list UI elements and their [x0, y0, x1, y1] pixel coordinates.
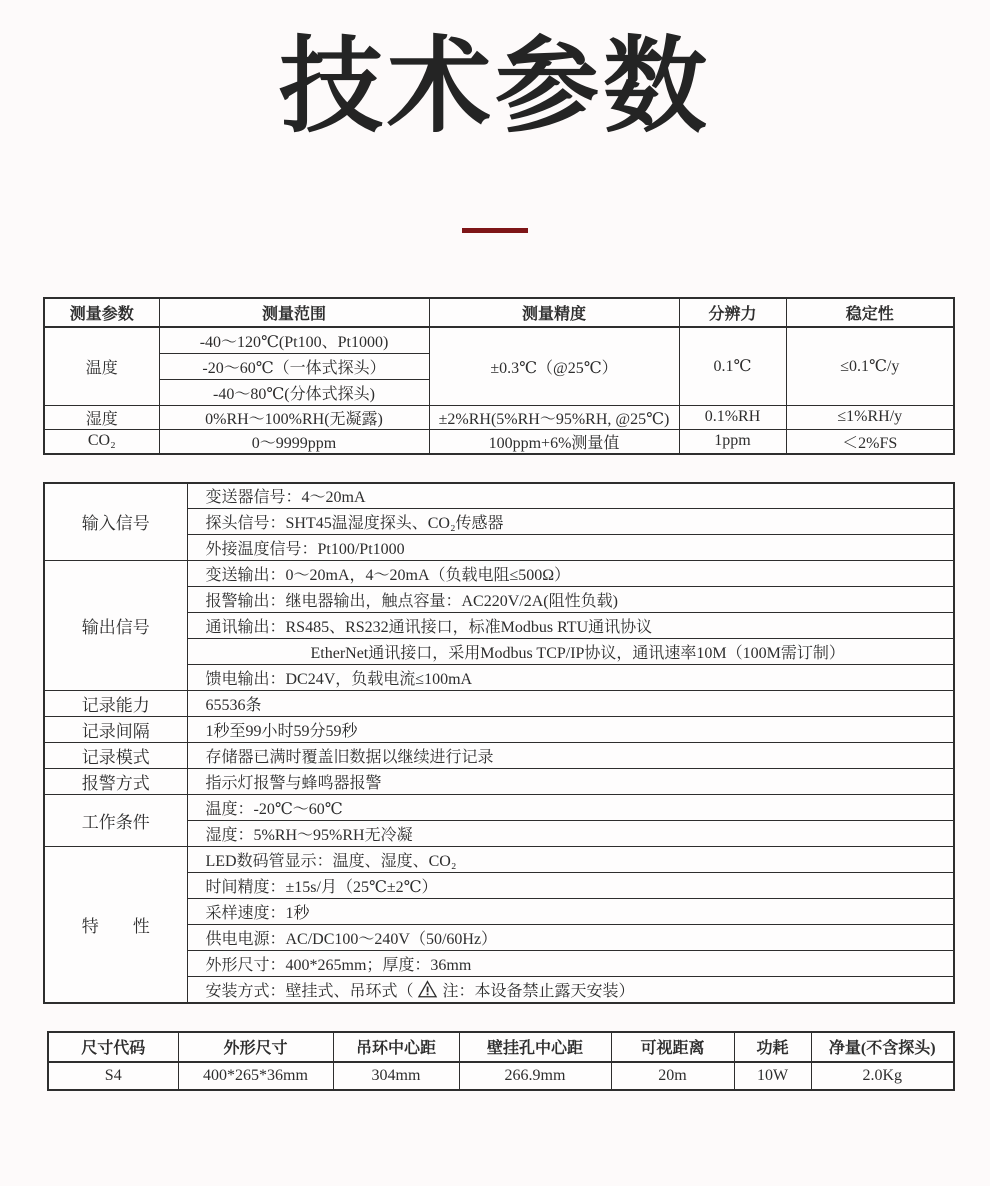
wall-hole-distance-cell: 266.9mm	[459, 1062, 611, 1090]
spec-value-cell: 供电电源：AC/DC100～240V（50/60Hz）	[187, 925, 954, 951]
spec-value-cell: 外形尺寸：400*265mm；厚度：36mm	[187, 951, 954, 977]
record-interval-label-cell: 记录间隔	[44, 717, 187, 743]
spec-value-cell: 变送输出：0～20mA，4～20mA（负载电阻≤500Ω）	[187, 561, 954, 587]
table-row	[44, 691, 954, 717]
spec-value-cell: 报警输出：继电器输出，触点容量：AC220V/2A(阻性负载)	[187, 587, 954, 613]
install-mode-prefix: 安装方式：壁挂式、吊环式（	[205, 982, 414, 1000]
warning-triangle-icon	[417, 980, 438, 998]
header-cell: 分辨力	[679, 298, 786, 327]
spec-value-cell: 馈电输出：DC24V，负载电流≤100mA	[187, 665, 954, 691]
co2-resolution-cell: 1ppm	[679, 429, 786, 454]
spec-value-cell: 采样速度：1秒	[187, 899, 954, 925]
temperature-range-cell: -20～60℃（一体式探头）	[159, 353, 429, 379]
header-cell: 外形尺寸	[178, 1032, 333, 1062]
table-row	[44, 717, 954, 743]
input-signal-label-cell: 输入信号	[44, 483, 187, 561]
header-cell: 稳定性	[786, 298, 954, 327]
record-mode-label-cell: 记录模式	[44, 743, 187, 769]
spec-value-cell: 1秒至99小时59分59秒	[187, 717, 954, 743]
table-row	[48, 1062, 954, 1090]
co2-accuracy-cell: 100ppm+6%测量值	[429, 429, 679, 454]
header-cell: 吊环中心距	[333, 1032, 459, 1062]
record-capacity-label-cell: 记录能力	[44, 691, 187, 717]
working-conditions-label-cell: 工作条件	[44, 795, 187, 847]
table-header-row	[44, 298, 954, 327]
install-mode-cell	[187, 977, 954, 1003]
table-row	[44, 405, 954, 429]
table-row	[44, 795, 954, 821]
spec-value-cell: LED数码管显示：温度、湿度、CO₂	[187, 847, 954, 873]
header-cell: 壁挂孔中心距	[459, 1032, 611, 1062]
table-row	[44, 769, 954, 795]
ring-distance-cell: 304mm	[333, 1062, 459, 1090]
spec-value-cell: 时间精度：±15s/月（25℃±2℃）	[187, 873, 954, 899]
temperature-param-cell: 温度	[44, 327, 159, 405]
spec-sheet-page	[0, 28, 990, 1186]
humidity-param-cell: 湿度	[44, 405, 159, 429]
table-row	[44, 483, 954, 509]
features-label-cell: 特 性	[44, 847, 187, 1003]
temperature-resolution-cell: 0.1℃	[679, 327, 786, 405]
dimension-table	[47, 1031, 955, 1091]
header-cell: 可视距离	[611, 1032, 734, 1062]
spec-value-cell: 温度：-20℃～60℃	[187, 795, 954, 821]
temperature-accuracy-cell: ±0.3℃（@25℃）	[429, 327, 679, 405]
alarm-mode-label-cell: 报警方式	[44, 769, 187, 795]
humidity-range-cell: 0%RH～100%RH(无凝露)	[159, 405, 429, 429]
power-cell: 10W	[734, 1062, 811, 1090]
spec-value-cell: 探头信号：SHT45温湿度探头、CO₂传感器	[187, 509, 954, 535]
humidity-accuracy-cell: ±2%RH(5%RH～95%RH, @25℃)	[429, 405, 679, 429]
size-code-cell: S4	[48, 1062, 178, 1090]
table-row	[44, 743, 954, 769]
table-row	[44, 429, 954, 454]
humidity-resolution-cell: 0.1%RH	[679, 405, 786, 429]
temperature-range-cell: -40～80℃(分体式探头)	[159, 379, 429, 405]
spec-value-cell: 存储器已满时覆盖旧数据以继续进行记录	[187, 743, 954, 769]
spec-value-cell: 湿度：5%RH～95%RH无冷凝	[187, 821, 954, 847]
table-row	[44, 561, 954, 587]
visible-distance-cell: 20m	[611, 1062, 734, 1090]
co2-stability-cell: ＜2%FS	[786, 429, 954, 454]
header-cell: 净量(不含探头)	[811, 1032, 954, 1062]
spec-value-cell: 外接温度信号：Pt100/Pt1000	[187, 535, 954, 561]
co2-range-cell: 0～9999ppm	[159, 429, 429, 454]
table-header-row	[48, 1032, 954, 1062]
spec-value-cell: 指示灯报警与蜂鸣器报警	[187, 769, 954, 795]
spec-value-cell: 65536条	[187, 691, 954, 717]
header-cell: 测量参数	[44, 298, 159, 327]
spec-table	[43, 482, 955, 1004]
header-cell: 功耗	[734, 1032, 811, 1062]
measurement-table	[43, 297, 955, 455]
header-cell: 尺寸代码	[48, 1032, 178, 1062]
temperature-stability-cell: ≤0.1℃/y	[786, 327, 954, 405]
install-mode-suffix: 注：本设备禁止露天安装）	[442, 982, 635, 1000]
title-divider	[462, 228, 528, 233]
net-weight-cell: 2.0Kg	[811, 1062, 954, 1090]
spec-value-cell: 变送器信号：4～20mA	[187, 483, 954, 509]
output-signal-label-cell: 输出信号	[44, 561, 187, 691]
humidity-stability-cell: ≤1%RH/y	[786, 405, 954, 429]
header-cell: 测量范围	[159, 298, 429, 327]
spec-value-cell: 通讯输出：RS485、RS232通讯接口，标准Modbus RTU通讯协议	[187, 613, 954, 639]
header-cell: 测量精度	[429, 298, 679, 327]
outline-size-cell: 400*265*36mm	[178, 1062, 333, 1090]
co2-param-cell: CO₂	[44, 429, 159, 454]
table-row	[44, 327, 954, 353]
temperature-range-cell: -40～120℃(Pt100、Pt1000)	[159, 327, 429, 353]
page-title: 技术参数	[278, 29, 711, 145]
table-row	[44, 847, 954, 873]
spec-value-cell: EtherNet通讯接口，采用Modbus TCP/IP协议，通讯速率10M（100M需订制）	[187, 639, 954, 665]
